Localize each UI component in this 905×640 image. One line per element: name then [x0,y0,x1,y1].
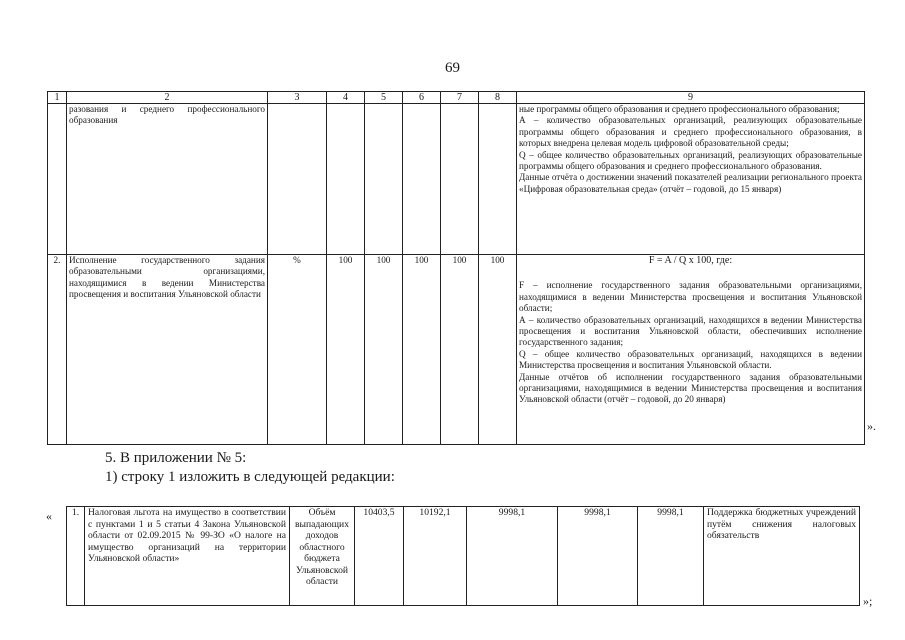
row-number: 2. [48,255,67,445]
table-header-row [48,92,865,104]
value-cell: 10192,1 [404,507,467,606]
tax-benefit-table [66,506,860,606]
method-paragraph: F – исполнение государственного задания образовательными организациями, находящимися в ведении Министерства просвещения и воспитания Ульяновской области; [519,280,862,314]
col-header: 5 [365,92,403,104]
row-number: 1. [67,507,85,606]
indicator-cell: Объём выпадающих доходов областного бюджета Ульяновской области [290,507,355,606]
cell-num [48,104,67,255]
value-cell: 100 [479,255,517,445]
indicator-name: Исполнение государственного задания образовательными организациями, находящимися в ведении Министерства просвещения и воспитания Ульяновской области [67,255,268,445]
col-header: 1 [48,92,67,104]
method-paragraph: А – количество образовательных организаций, реализующих образовательные программы общего образования и среднего профессионального образования, в которых внедрена целевая модель цифровой образовательной среды; [519,115,862,149]
page-number: 69 [445,60,460,76]
method-paragraph: Данные отчёта о достижении значений показателей реализации регионального проекта «Цифровая образовательная среда» (отчёт – годовой, до 15 января) [519,172,862,194]
method-paragraph: Данные отчётов об исполнении государственного задания образовательными организациями, находящимися в ведении Министерства просвещения и воспитания Ульяновской области (отчёт – годовой, до 20 января) [519,371,862,405]
section-title: 5. В приложении № 5: [105,450,247,466]
method-paragraph: А – количество образовательных организаций, находящихся в ведении Министерства просвещения и воспитания Ульяновской области, обеспечивших исполнение государственного задания; [519,314,862,348]
value-cell: 9998,1 [638,507,704,606]
col-header: 6 [403,92,441,104]
method-paragraph: Q – общее количество образовательных организаций, находящихся в ведении Министерства просвещения и воспитания Ульяновской области. [519,348,862,371]
value-cell: 9998,1 [467,507,558,606]
value-cell: 100 [327,255,365,445]
method-cell [517,255,865,445]
section-text: 1) строку 1 изложить в следующей редакции: [105,469,395,485]
method-paragraph: ные программы общего образования и среднего профессионального образования; [519,104,840,114]
table-row [48,104,865,255]
cell-unit [268,104,327,255]
cell-value [403,104,441,255]
closing-quote: »; [863,594,873,608]
cell-value [479,104,517,255]
value-cell: 100 [365,255,403,445]
indicators-table [47,91,865,445]
col-header: 2 [67,92,268,104]
value-cell: 10403,5 [355,507,404,606]
indicator-name: разования и среднего профессионального образования [67,104,268,255]
table-row [67,507,860,606]
goal-cell: Поддержка бюджетных учреждений путём снижения налоговых обязательств [704,507,860,606]
opening-quote: « [46,509,52,523]
table-row [48,255,865,445]
col-header: 7 [441,92,479,104]
formula: F = A / Q x 100, где: [648,255,733,266]
cell-value [327,104,365,255]
col-header: 3 [268,92,327,104]
value-cell: 100 [403,255,441,445]
value-cell: 9998,1 [558,507,638,606]
col-header: 8 [479,92,517,104]
benefit-name: Налоговая льгота на имущество в соответствии с пунктами 1 и 5 статьи 4 Закона Ульяновской области от 02.09.2015 № 99-ЗО «О налоге на имущество организаций на территории Ульяновской области» [85,507,290,606]
col-header: 4 [327,92,365,104]
col-header: 9 [517,92,865,104]
closing-quote: ». [867,419,876,433]
method-paragraph: Q – общее количество образовательных организаций, реализующих образовательные программы общего образования и среднего профессионального образования. [519,149,862,172]
method-cell [517,104,865,255]
unit-cell: % [268,255,327,445]
cell-value [365,104,403,255]
value-cell: 100 [441,255,479,445]
cell-value [441,104,479,255]
